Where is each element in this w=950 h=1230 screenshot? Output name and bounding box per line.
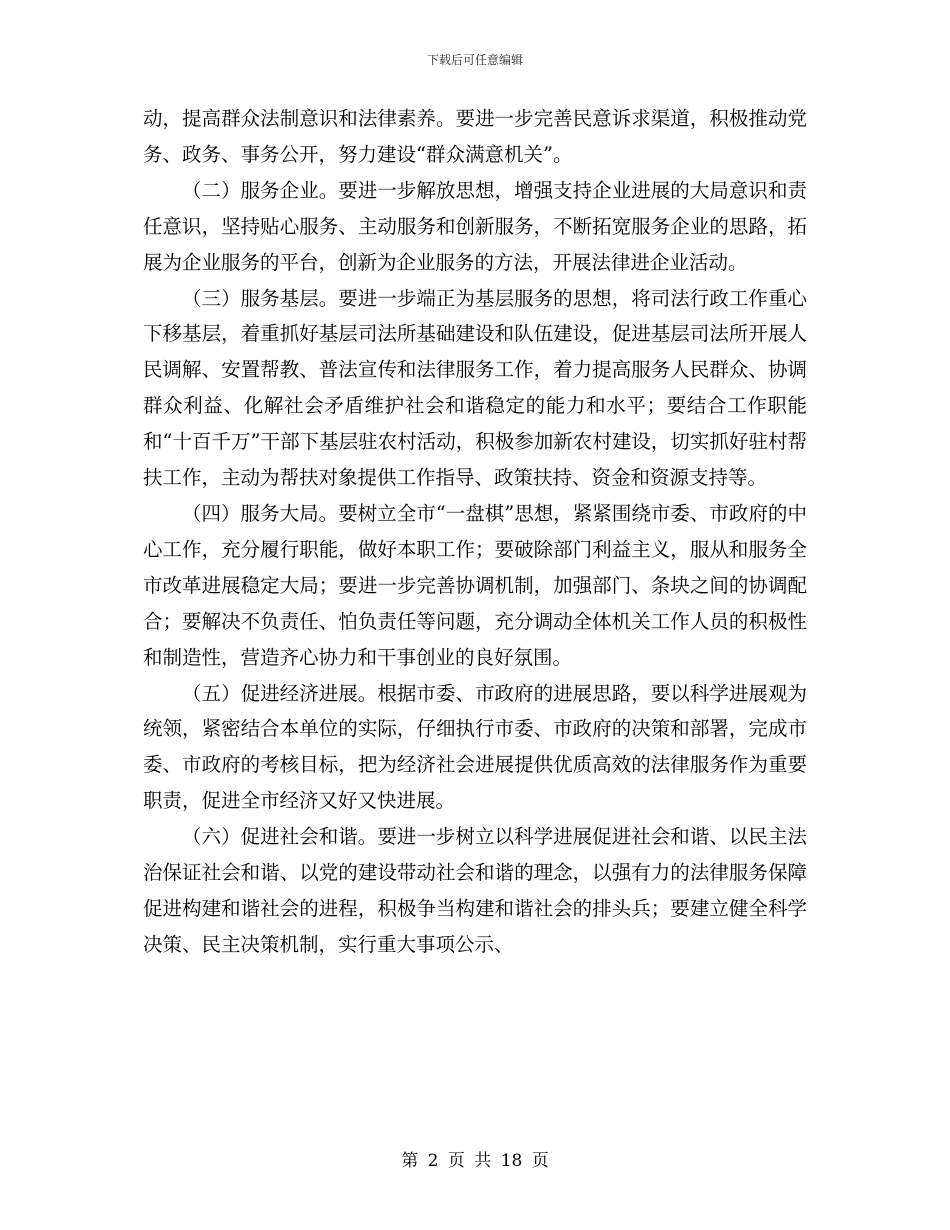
paragraph-continuation: 动，提高群众法制意识和法律素养。要进一步完善民意诉求渠道，积极推动党务、政务、事务公开，努力建设“群众满意机关”。 (143, 107, 807, 166)
paragraph-promote-economy: （五）促进经济进展。根据市委、市政府的进展思路，要以科学进展观为统领，紧密结合本单位的实际，仔细执行市委、市政府的决策和部署，完成市委、市政府的考核目标，把为经济社会进展提供优质高效的法律服务作为重要职责，促进全市经济又好又快进展。 (143, 681, 807, 813)
page-number: 第 2 页 共 18 页 (401, 1151, 549, 1171)
paragraph-serve-grassroots: （三）服务基层。要进一步端正为基层服务的思想，将司法行政工作重心下移基层，着重抓好基层司法所基础建设和队伍建设，促进基层司法所开展人民调解、安置帮教、普法宣传和法律服务工作，着力提高服务人民群众、协调群众利益、化解社会矛盾维护社会和谐稳定的能力和水平；要结合工作职能和“十百千万”干部下基层驻农村活动，积极参加新农村建设，切实抓好驻村帮扶工作，主动为帮扶对象提供工作指导、政策扶持、资金和资源支持等。 (143, 286, 807, 490)
paragraph-serve-overall: （四）服务大局。要树立全市“一盘棋”思想，紧紧围绕市委、市政府的中心工作，充分履行职能，做好本职工作；要破除部门利益主义，服从和服务全市改革进展稳定大局；要进一步完善协调机制，加强部门、条块之间的协调配合；要解决不负责任、怕负责任等问题，充分调动全体机关工作人员的积极性和制造性，营造齐心协力和干事创业的良好氛围。 (143, 501, 807, 669)
paragraph-promote-harmony: （六）促进社会和谐。要进一步树立以科学进展促进社会和谐、以民主法治保证社会和谐、以党的建设带动社会和谐的理念，以强有力的法律服务保障促进构建和谐社会的进程，积极争当构建和谐社会的排头兵；要建立健全科学决策、民主决策机制，实行重大事项公示、 (143, 825, 807, 956)
document-body (143, 101, 807, 963)
paragraph-serve-enterprises: （二）服务企业。要进一步解放思想，增强支持企业进展的大局意识和责任意识，坚持贴心服务、主动服务和创新服务，不断拓宽服务企业的思路，拓展为企业服务的平台，创新为企业服务的方法，开展法律进企业活动。 (143, 178, 807, 274)
page-header: 下载后可任意编辑 (426, 53, 523, 67)
